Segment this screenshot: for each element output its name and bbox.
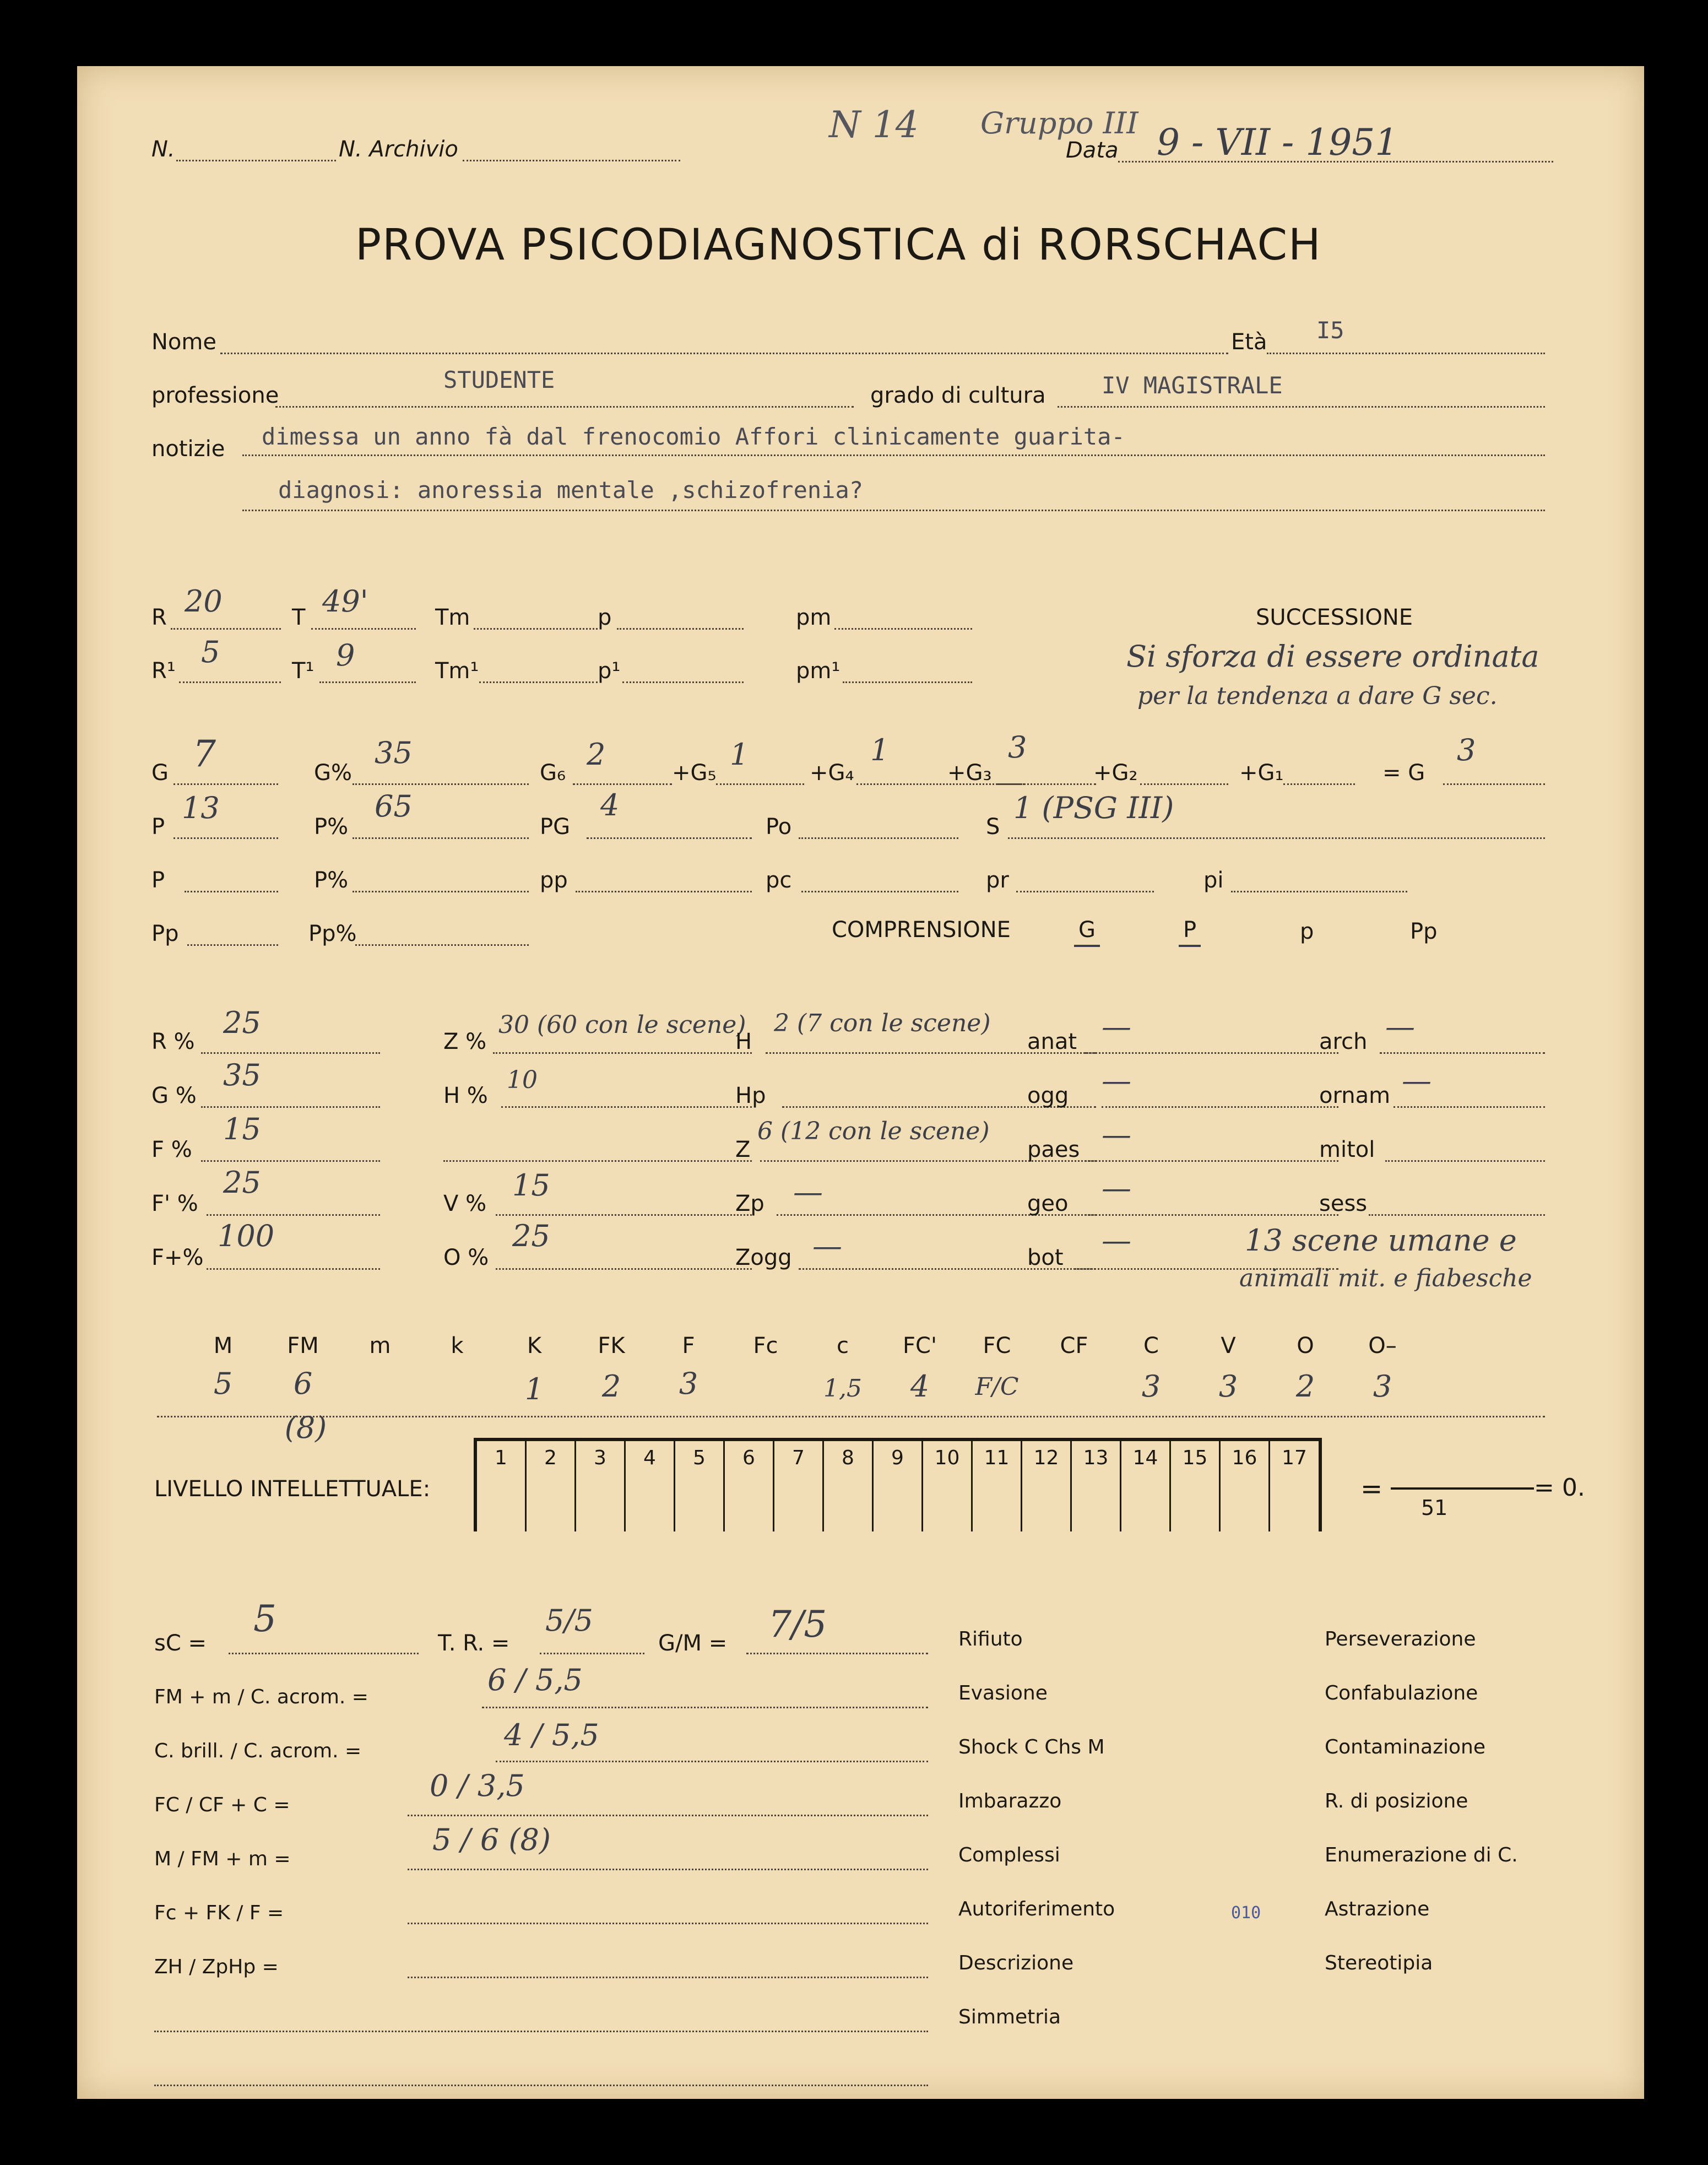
pm1-label: pm¹ <box>796 658 841 684</box>
paes-value: — <box>1102 1117 1131 1152</box>
g4-value: 1 <box>870 733 890 767</box>
po-field-line <box>799 837 958 839</box>
comprensione-label: COMPRENSIONE <box>832 917 1011 943</box>
pi-label: pi <box>1203 868 1224 893</box>
livello-cell: 13 <box>1072 1441 1121 1531</box>
t1-value: 9 <box>336 638 355 673</box>
ratio-fcfk-field-line <box>408 1923 928 1924</box>
cultura-field-line <box>1058 406 1545 408</box>
phen-complessi: Complessi <box>958 1844 1060 1866</box>
g-percent-field-line <box>353 783 529 785</box>
h-percent-field-line <box>501 1106 752 1108</box>
livello-cell: 10 <box>923 1441 973 1531</box>
n-field-line <box>176 160 336 161</box>
det-value-fm: 6 <box>293 1366 313 1401</box>
livello-cell: 1 <box>477 1441 527 1531</box>
livello-cell: 16 <box>1221 1441 1270 1531</box>
fplus-percent-field-line <box>207 1268 380 1270</box>
livello-eq: = <box>1360 1474 1383 1504</box>
t-field-line <box>311 628 416 630</box>
g-percent2-value: 35 <box>223 1058 261 1092</box>
zogg-label: Zogg <box>735 1245 792 1270</box>
det-value-fc-prime: 4 <box>910 1369 930 1404</box>
ratio-fc-value: 0 / 3,5 <box>430 1768 525 1803</box>
phen-rifiuto: Rifiuto <box>958 1628 1023 1650</box>
comprensione-p-small: p <box>1300 919 1314 944</box>
phen-confabulazione: Confabulazione <box>1325 1682 1478 1704</box>
det-header-o: O <box>1297 1333 1314 1358</box>
g-percent2-field-line <box>201 1106 380 1108</box>
f-percent-field-line <box>201 1160 380 1162</box>
pc-label: pc <box>766 868 792 893</box>
det-header-fk: FK <box>598 1333 625 1358</box>
det-value-v: 3 <box>1218 1369 1238 1404</box>
det-value-c-small: 1,5 <box>823 1374 862 1403</box>
phen-astrazione: Astrazione <box>1325 1898 1430 1920</box>
det-header-k: K <box>527 1333 542 1358</box>
p2-label: P <box>151 868 165 893</box>
livello-cell: 7 <box>774 1441 824 1531</box>
phen-simmetria: Simmetria <box>958 2006 1061 2028</box>
ratio-fm-field-line <box>482 1707 928 1708</box>
g6-label: G₆ <box>540 760 566 786</box>
f-percent-value: 15 <box>223 1112 261 1146</box>
p1-label: p¹ <box>598 658 621 684</box>
det-header-c: C <box>1143 1333 1159 1358</box>
g-percent-label: G% <box>314 760 353 786</box>
form-sheet <box>77 66 1644 2099</box>
comprensione-g: G <box>1074 917 1100 947</box>
g-percent-value: 35 <box>375 735 413 770</box>
p2-percent-label: P% <box>314 868 349 893</box>
livello-fraction-line <box>1391 1487 1534 1490</box>
bot-value: — <box>1102 1223 1131 1258</box>
data-label: Data <box>1066 138 1119 163</box>
professione-label: professione <box>151 383 279 408</box>
hw-gruppo: Gruppo III <box>980 106 1138 140</box>
pp-row-field-line <box>187 944 278 946</box>
g-value: 7 <box>193 733 216 775</box>
det-fm-extra: (8) <box>284 1410 327 1445</box>
notizie-label: notizie <box>151 436 225 462</box>
g3-label: +G₃ <box>947 760 992 786</box>
s-value: 1 (PSG III) <box>1013 791 1174 825</box>
pm-label: pm <box>796 605 832 630</box>
cultura-value: IV MAGISTRALE <box>1102 372 1283 399</box>
zogg-value: — <box>812 1228 842 1263</box>
livello-cell: 15 <box>1171 1441 1221 1531</box>
geo-label: geo <box>1027 1191 1069 1216</box>
pg-label: PG <box>540 814 571 840</box>
det-value-k: 1 <box>524 1372 544 1406</box>
det-header-fm: FM <box>287 1333 319 1358</box>
sc-field-line <box>229 1653 419 1654</box>
livello-cell: 8 <box>824 1441 874 1531</box>
pg-field-line <box>587 837 752 839</box>
z-percent-label: Z % <box>443 1029 487 1054</box>
note-line-1: 13 scene umane e <box>1245 1223 1517 1258</box>
p-percent-value: 65 <box>375 789 413 824</box>
successione-label: SUCCESSIONE <box>1256 605 1413 630</box>
note-line-2: animali mit. e fiabesche <box>1239 1264 1532 1292</box>
successione-line-2: per la tendenza a dare G sec. <box>1137 682 1498 710</box>
sess-field-line <box>1369 1214 1545 1216</box>
g2-label: +G₂ <box>1093 760 1138 786</box>
det-value-c: 3 <box>1141 1369 1161 1404</box>
r-percent-label: R % <box>151 1029 195 1054</box>
hp-label: Hp <box>735 1083 766 1108</box>
archivio-field-line <box>463 160 680 161</box>
ornam-value: — <box>1402 1063 1432 1098</box>
g1-field-line <box>1283 783 1355 785</box>
livello-cell: 14 <box>1121 1441 1171 1531</box>
ratio-blank-line-1 <box>154 2031 928 2032</box>
v-percent-field-line <box>496 1214 752 1216</box>
s-label: S <box>986 814 1000 840</box>
mitol-field-line <box>1385 1160 1545 1162</box>
g5-field-line <box>716 783 804 785</box>
tm-field-line <box>474 628 598 630</box>
blank-field-line <box>443 1160 752 1162</box>
ratio-cbrill-value: 4 / 5,5 <box>504 1718 599 1752</box>
g4-label: +G₄ <box>810 760 854 786</box>
nome-label: Nome <box>151 329 216 355</box>
o-percent-field-line <box>496 1268 752 1270</box>
notizie-line-2 <box>242 510 1545 511</box>
anat-field-line <box>1085 1052 1338 1054</box>
g6-value: 2 <box>587 737 606 772</box>
ratio-fm-label: FM + m / C. acrom. = <box>154 1686 368 1708</box>
o-percent-value: 25 <box>512 1219 550 1253</box>
phen-contaminazione: Contaminazione <box>1325 1736 1485 1758</box>
bot-label: bot <box>1027 1245 1064 1270</box>
po-label: Po <box>766 814 792 840</box>
r1-label: R¹ <box>151 658 176 684</box>
pr-label: pr <box>986 868 1009 893</box>
g2-field-line <box>1140 783 1228 785</box>
anat-label: anat <box>1027 1029 1077 1054</box>
ornam-label: ornam <box>1319 1083 1391 1108</box>
tm1-label: Tm¹ <box>435 658 479 684</box>
ratio-m-field-line <box>408 1869 928 1870</box>
det-header-fc-prime: FC' <box>903 1333 937 1358</box>
ogg-value: — <box>1102 1063 1131 1098</box>
pr-field-line <box>1016 891 1154 892</box>
paes-label: paes <box>1027 1137 1080 1162</box>
hw-date: 9 - VII - 1951 <box>1157 121 1398 164</box>
gm-value: 7/5 <box>768 1603 827 1646</box>
ratio-fc-label: FC / CF + C = <box>154 1794 290 1816</box>
zp-label: Zp <box>735 1191 764 1216</box>
comprensione-pp: Pp <box>1410 919 1438 944</box>
det-value-o-minus: 3 <box>1373 1369 1392 1404</box>
livello-cell: 17 <box>1282 1447 1307 1469</box>
pp-row-label: Pp <box>151 921 179 946</box>
r-field-line <box>171 628 281 630</box>
stamp-mark: 010 <box>1231 1903 1261 1923</box>
arch-label: arch <box>1319 1029 1368 1054</box>
gm-field-line <box>746 1653 928 1654</box>
h-label: H <box>735 1029 752 1054</box>
ratio-fm-value: 6 / 5,5 <box>487 1663 583 1697</box>
r-percent-field-line <box>201 1052 380 1054</box>
ogg-label: ogg <box>1027 1083 1069 1108</box>
det-header-o-minus: O– <box>1368 1333 1397 1358</box>
det-value-fc: F/C <box>975 1373 1019 1401</box>
n-label: N. <box>151 137 175 162</box>
det-value-fk: 2 <box>601 1369 621 1404</box>
notizie-text-2: diagnosi: anoressia mentale ,schizofrenia? <box>278 477 864 504</box>
tr-label: T. R. = <box>438 1631 510 1656</box>
g5-value: 1 <box>730 737 749 772</box>
ratio-blank-line-2 <box>154 2085 928 2086</box>
pp-field-line <box>576 891 752 892</box>
sc-value: 5 <box>253 1598 276 1640</box>
g-label: G <box>151 760 169 786</box>
ratio-m-value: 5 / 6 (8) <box>432 1822 551 1857</box>
g-eq-field-line <box>1443 783 1545 785</box>
livello-denominator: 51 <box>1421 1496 1448 1520</box>
z2-value: 6 (12 con le scene) <box>757 1117 990 1145</box>
nome-field-line <box>220 353 1228 354</box>
arch-field-line <box>1380 1052 1545 1054</box>
det-header-fc: FC <box>983 1333 1011 1358</box>
r-percent-value: 25 <box>223 1005 261 1040</box>
sess-label: sess <box>1319 1191 1368 1216</box>
livello-cell: 5 <box>675 1441 725 1531</box>
ratio-zh-label: ZH / ZpHp = <box>154 1956 279 1978</box>
comprensione-p: P <box>1179 917 1201 947</box>
v-percent-label: V % <box>443 1191 487 1216</box>
r-label: R <box>151 605 167 630</box>
g-eq-value: 3 <box>1457 733 1476 767</box>
det-header-f: F <box>682 1333 695 1358</box>
cultura-label: grado di cultura <box>870 383 1046 408</box>
p1-field-line <box>622 681 744 683</box>
p-field-line <box>173 837 278 839</box>
s-field-line <box>1008 837 1545 839</box>
arch-value: — <box>1385 1009 1415 1044</box>
gm-label: G/M = <box>658 1631 728 1656</box>
livello-cell: 3 <box>576 1441 626 1531</box>
determinants-table <box>77 1333 1644 1443</box>
det-values-line <box>157 1416 1545 1417</box>
det-header-v: V <box>1221 1333 1236 1358</box>
anat-value: — <box>1102 1009 1131 1044</box>
livello-cell: 2 <box>527 1441 576 1531</box>
geo-value: — <box>1102 1171 1131 1205</box>
pg-value: 4 <box>600 788 620 822</box>
tm1-field-line <box>479 681 598 683</box>
geo-field-line <box>1085 1214 1338 1216</box>
phen-evasione: Evasione <box>958 1682 1048 1704</box>
hw-number: N 14 <box>829 104 919 146</box>
phen-stereotipia: Stereotipia <box>1325 1952 1433 1974</box>
paes-field-line <box>1085 1160 1338 1162</box>
det-header-c-small: c <box>837 1333 849 1358</box>
ogg-field-line <box>1102 1106 1338 1108</box>
p-label-top: p <box>598 605 612 630</box>
p-value: 13 <box>182 791 220 825</box>
livello-result: = 0. <box>1534 1474 1585 1502</box>
eta-field-line <box>1267 353 1545 354</box>
notizie-line-1 <box>242 454 1545 456</box>
det-header-m-small: m <box>369 1333 391 1358</box>
ornam-field-line <box>1393 1106 1545 1108</box>
p-percent-label: P% <box>314 814 349 840</box>
phen-autoriferimento: Autoriferimento <box>958 1898 1115 1920</box>
phen-posizione: R. di posizione <box>1325 1790 1468 1812</box>
notizie-text-1: dimessa un anno fà dal frenocomio Affori clinicamente guarita- <box>262 423 1125 450</box>
f1-percent-value: 25 <box>223 1165 261 1200</box>
eta-value: I5 <box>1316 317 1344 344</box>
r1-value: 5 <box>201 635 220 669</box>
livello-cell: 11 <box>973 1441 1022 1531</box>
mitol-label: mitol <box>1319 1137 1375 1162</box>
professione-value: STUDENTE <box>443 366 555 393</box>
p2-field-line <box>185 891 278 892</box>
pc-field-line <box>801 891 958 892</box>
det-value-m: 5 <box>213 1366 233 1401</box>
pm-field-line <box>834 628 972 630</box>
p-field-line-top <box>617 628 744 630</box>
h-value: 2 (7 con le scene) <box>774 1009 991 1037</box>
g6-field-line <box>573 783 672 785</box>
det-value-o: 2 <box>1295 1369 1315 1404</box>
r1-field-line <box>179 681 281 683</box>
z2-label: Z <box>735 1137 751 1162</box>
pp-label: pp <box>540 868 568 893</box>
r-value: 20 <box>185 584 223 619</box>
phen-shock: Shock C Chs M <box>958 1736 1105 1758</box>
det-value-f: 3 <box>679 1366 698 1401</box>
t-value: 49' <box>322 584 368 619</box>
o-percent-label: O % <box>443 1245 489 1270</box>
phen-imbarazzo: Imbarazzo <box>958 1790 1062 1812</box>
g-eq-label: = G <box>1382 760 1425 786</box>
livello-label: LIVELLO INTELLETTUALE: <box>154 1476 431 1502</box>
sc-label: sC = <box>154 1631 207 1656</box>
tr-value: 5/5 <box>545 1603 593 1638</box>
p-percent-field-line <box>353 837 529 839</box>
tr-field-line <box>540 1653 644 1654</box>
ratio-zh-field-line <box>408 1977 928 1978</box>
livello-cell: 4 <box>626 1441 675 1531</box>
phen-descrizione: Descrizione <box>958 1952 1074 1974</box>
successione-line-1: Si sforza di essere ordinata <box>1126 639 1539 674</box>
f-percent-label: F % <box>151 1137 192 1162</box>
f1-percent-label: F' % <box>151 1191 198 1216</box>
det-header-fc-small: Fc <box>753 1333 778 1358</box>
t1-label: T¹ <box>292 658 315 684</box>
t1-field-line <box>319 681 416 683</box>
p2-percent-field-line <box>353 891 529 892</box>
g-field-line <box>173 783 278 785</box>
ratio-m-label: M / FM + m = <box>154 1848 291 1870</box>
det-header-cf: CF <box>1060 1333 1088 1358</box>
zp-value: — <box>793 1174 823 1209</box>
fplus-percent-value: 100 <box>218 1219 275 1253</box>
pm1-field-line <box>843 681 972 683</box>
ratio-fc-field-line <box>408 1815 928 1816</box>
livello-cell: 6 <box>725 1441 774 1531</box>
pp-row-percent-field-line <box>355 944 529 946</box>
t-label: T <box>292 605 306 630</box>
ratio-fcfk-label: Fc + FK / F = <box>154 1902 284 1924</box>
ratio-cbrill-field-line <box>496 1761 928 1762</box>
professione-field-line <box>275 406 854 408</box>
g-percent2-label: G % <box>151 1083 197 1108</box>
phen-perseverazione: Perseverazione <box>1325 1628 1476 1650</box>
det-header-m: M <box>213 1333 233 1358</box>
h-percent-value: 10 <box>507 1066 538 1094</box>
tm-label: Tm <box>435 605 470 630</box>
archivio-label: N. Archivio <box>339 137 458 162</box>
form-title: PROVA PSICODIAGNOSTICA di RORSCHACH <box>355 220 1322 270</box>
phen-enumerazione: Enumerazione di C. <box>1325 1844 1518 1866</box>
det-header-k-small: k <box>451 1333 464 1358</box>
eta-label: Età <box>1231 329 1267 355</box>
livello-cell: 9 <box>874 1441 923 1531</box>
fplus-percent-label: F+% <box>151 1245 204 1270</box>
g1-label: +G₁ <box>1239 760 1284 786</box>
z-percent-value: 30 (60 con le scene) <box>498 1011 746 1039</box>
z-percent-field-line <box>493 1052 752 1054</box>
p-label: P <box>151 814 165 840</box>
pp-row-percent-label: Pp% <box>308 921 357 946</box>
g5-label: +G₅ <box>672 760 717 786</box>
g3-field-line <box>997 783 1096 785</box>
ratio-cbrill-label: C. brill. / C. acrom. = <box>154 1740 362 1762</box>
h-percent-label: H % <box>443 1083 488 1108</box>
g3-value: 3 <box>1008 730 1027 765</box>
v-percent-value: 15 <box>512 1168 550 1203</box>
livello-grid <box>474 1438 1322 1531</box>
livello-cell: 12 <box>1022 1441 1072 1531</box>
f1-percent-field-line <box>207 1214 380 1216</box>
pi-field-line <box>1231 891 1407 892</box>
